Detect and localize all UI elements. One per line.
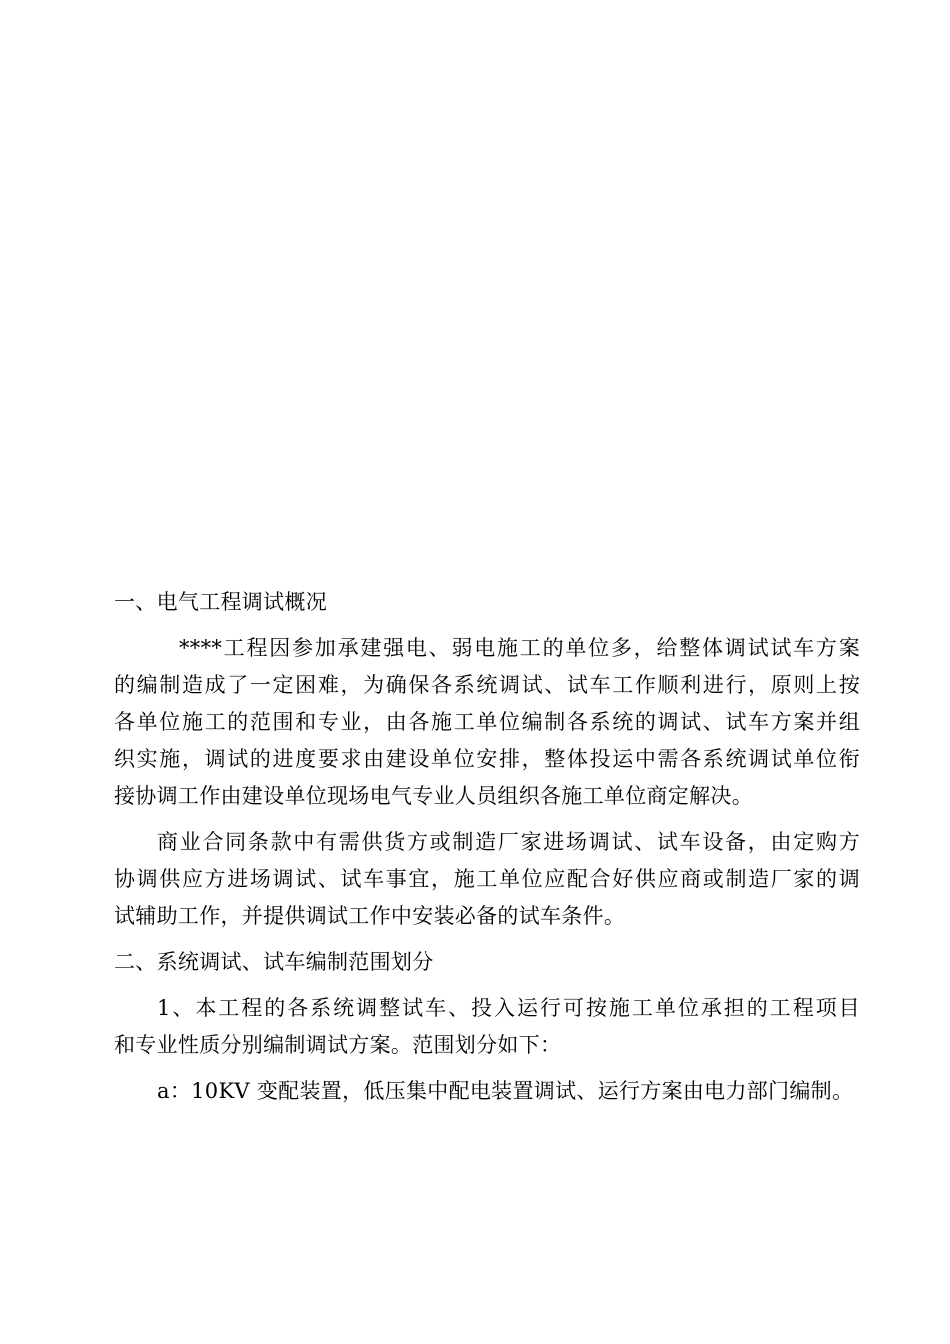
paragraph-commercial [114, 824, 860, 935]
paragraph-line: 试辅助工作，并提供调试工作中安装必备的试车条件。 [114, 904, 626, 928]
paragraph-line: 的编制造成了一定困难，为确保各系统调试、试车工作顺利进行，原则上按 [114, 673, 860, 697]
paragraph-line: 协调供应方进场调试、试车事宜，施工单位应配合好供应商或制造厂家的调 [114, 867, 860, 891]
paragraph-line: 和专业性质分别编制调试方案。范围划分如下： [114, 1033, 562, 1057]
document-body [114, 584, 860, 1110]
paragraph-overview [114, 630, 860, 815]
paragraph-line: 接协调工作由建设单位现场电气专业人员组织各施工单位商定解决。 [114, 784, 753, 808]
paragraph-line: 1、本工程的各系统调整试车、投入运行可按施工单位承担的工程项目 [157, 996, 860, 1020]
section-heading-2: 二、系统调试、试车编制范围划分 [114, 950, 434, 974]
paragraph-line: 商业合同条款中有需供货方或制造厂家进场调试、试车设备，由定购方 [157, 830, 860, 854]
paragraph-line: ****工程因参加承建强电、弱电施工的单位多，给整体调试试车方案 [179, 636, 860, 660]
list-item-a: a：10KV 变配装置，低压集中配电装置调试、运行方案由电力部门编制。 [157, 1079, 854, 1103]
paragraph-item-1 [114, 990, 860, 1064]
section-heading-1: 一、电气工程调试概况 [114, 590, 327, 614]
paragraph-line: 织实施，调试的进度要求由建设单位安排，整体投运中需各系统调试单位衔 [114, 747, 860, 771]
paragraph-line: 各单位施工的范围和专业，由各施工单位编制各系统的调试、试车方案并组 [114, 710, 860, 734]
